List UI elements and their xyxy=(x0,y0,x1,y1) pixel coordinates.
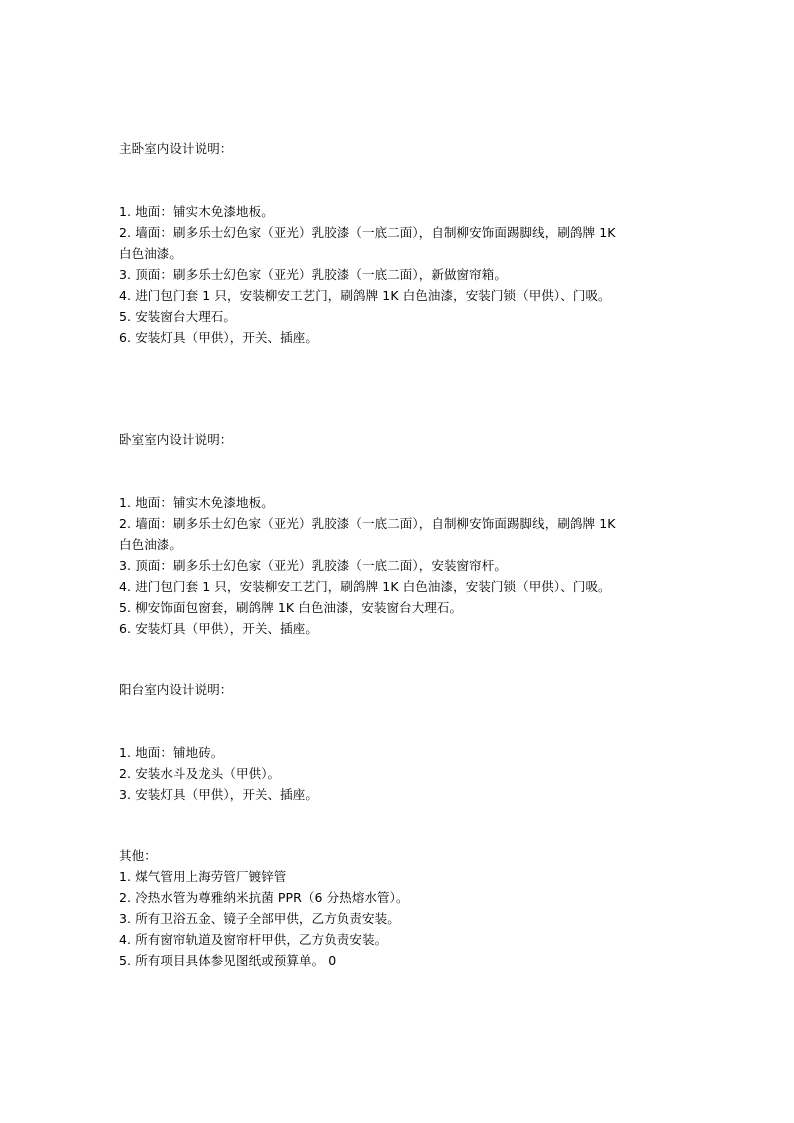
master-bedroom-title: 主卧室内设计说明： xyxy=(119,141,233,156)
bedroom-item-3: 3. 顶面：刷多乐士幻色家（亚光）乳胶漆（一底二面），安装窗帘杆。 xyxy=(119,558,507,573)
balcony-title: 阳台室内设计说明： xyxy=(119,682,233,697)
bedroom-item-2-cont: 白色油漆。 xyxy=(119,537,183,552)
bedroom-title: 卧室室内设计说明： xyxy=(119,432,233,447)
bedroom-item-6: 6. 安装灯具（甲供），开关、插座。 xyxy=(119,621,318,636)
master-bedroom-item-2: 2. 墙面：刷多乐士幻色家（亚光）乳胶漆（一底二面），自制柳安饰面踢脚线，刷鸽牌 1K xyxy=(119,225,616,240)
balcony-item-1: 1. 地面：铺地砖。 xyxy=(119,745,224,760)
other-item-2: 2. 冷热水管为尊雅纳米抗菌 PPR（6 分热熔水管）。 xyxy=(119,890,409,905)
bedroom-item-5: 5. 柳安饰面包窗套，刷鸽牌 1K 白色油漆，安装窗台大理石。 xyxy=(119,600,463,615)
master-bedroom-item-5: 5. 安装窗台大理石。 xyxy=(119,309,236,324)
other-item-4: 4. 所有窗帘轨道及窗帘杆甲供，乙方负责安装。 xyxy=(119,932,388,947)
master-bedroom-item-1: 1. 地面：铺实木免漆地板。 xyxy=(119,204,274,219)
master-bedroom-item-6: 6. 安装灯具（甲供），开关、插座。 xyxy=(119,330,318,345)
balcony-item-2: 2. 安装水斗及龙头（甲供）。 xyxy=(119,766,281,781)
other-item-5: 5. 所有项目具体参见图纸或预算单。 0 xyxy=(119,953,337,968)
other-item-1: 1. 煤气管用上海劳管厂镀锌管 xyxy=(119,869,287,884)
bedroom-item-1: 1. 地面：铺实木免漆地板。 xyxy=(119,495,274,510)
other-item-3: 3. 所有卫浴五金、镜子全部甲供，乙方负责安装。 xyxy=(119,911,400,926)
balcony-item-3: 3. 安装灯具（甲供），开关、插座。 xyxy=(119,787,318,802)
master-bedroom-item-3: 3. 顶面：刷多乐士幻色家（亚光）乳胶漆（一底二面），新做窗帘箱。 xyxy=(119,267,507,282)
master-bedroom-item-4: 4. 进门包门套 1 只，安装柳安工艺门，刷鸽牌 1K 白色油漆，安装门锁（甲供）、门吸。 xyxy=(119,288,611,303)
master-bedroom-item-2-cont: 白色油漆。 xyxy=(119,246,183,261)
bedroom-item-2: 2. 墙面：刷多乐士幻色家（亚光）乳胶漆（一底二面），自制柳安饰面踢脚线，刷鸽牌 1K xyxy=(119,516,616,531)
other-title: 其他： xyxy=(119,848,157,863)
bedroom-item-4: 4. 进门包门套 1 只，安装柳安工艺门，刷鸽牌 1K 白色油漆，安装门锁（甲供）、门吸。 xyxy=(119,579,611,594)
